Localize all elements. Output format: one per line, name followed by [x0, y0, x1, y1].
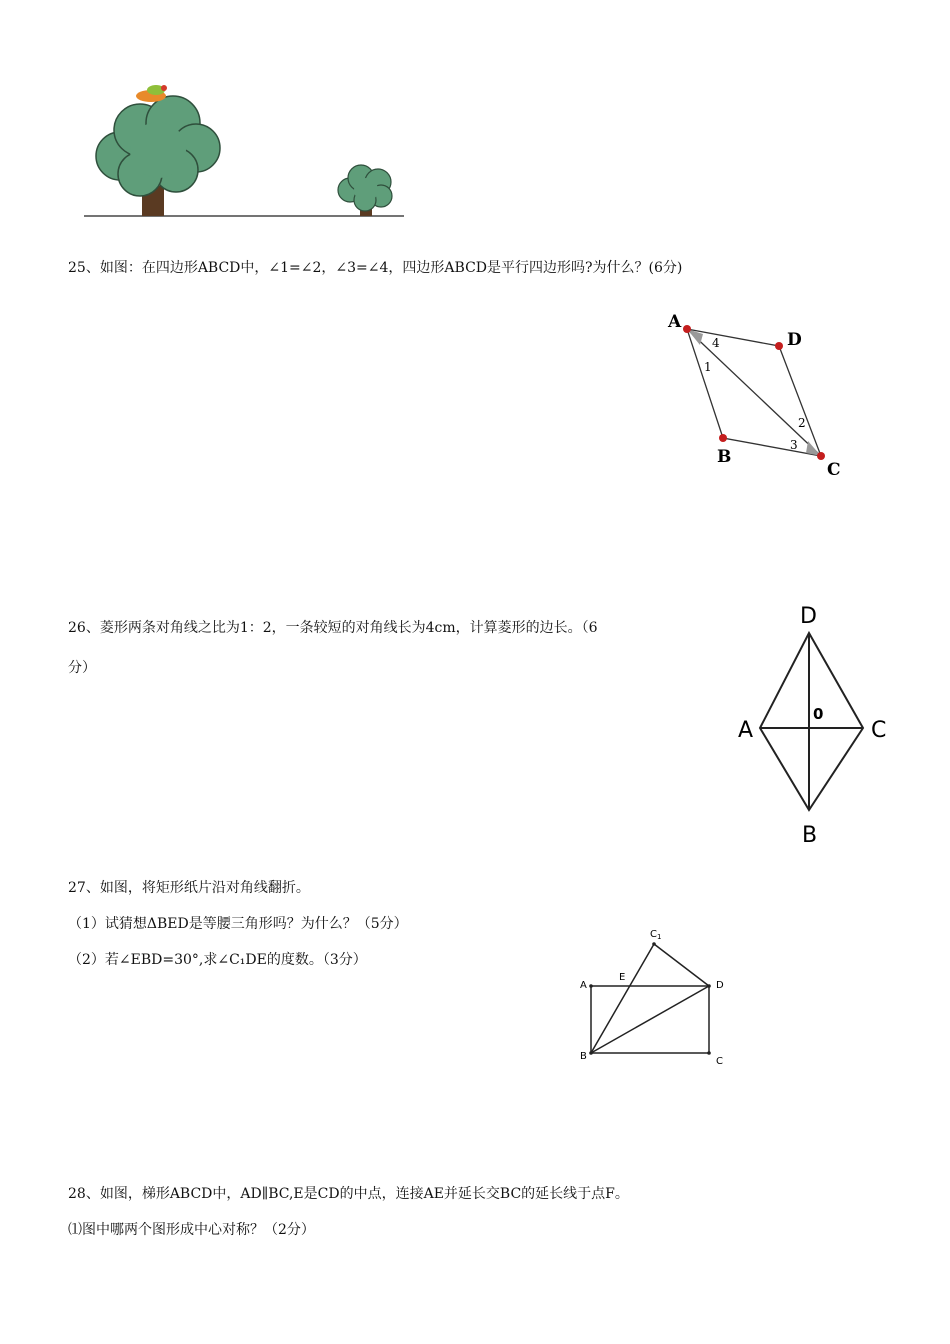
label-d: D	[787, 330, 802, 350]
point-c1	[652, 942, 656, 946]
label-b: B	[717, 447, 732, 467]
vertex-b	[719, 434, 727, 442]
rhombus-figure	[730, 595, 890, 855]
label-angle-4: 4	[712, 336, 720, 350]
question-27-line3: （2）若∠EBD=30°,求∠C₁DE的度数。（3分）	[68, 952, 367, 968]
label-a: A	[580, 980, 587, 991]
vertex-c	[817, 452, 825, 460]
label-c: C	[827, 460, 841, 480]
label-a: A	[668, 312, 682, 332]
tree-illustration	[78, 78, 408, 223]
label-c1: $C_1$	[650, 929, 662, 941]
question-27-line2: （1）试猜想ΔBED是等腰三角形吗？为什么？（5分）	[68, 916, 408, 932]
point-d	[707, 984, 711, 988]
bird-icon	[136, 85, 167, 102]
question-28-line2: ⑴图中哪两个图形成中心对称？（2分）	[68, 1222, 315, 1238]
label-d: D	[716, 980, 724, 991]
point-c	[707, 1051, 711, 1055]
diagonal-bd	[591, 986, 709, 1053]
point-a	[589, 984, 593, 988]
label-angle-1: 1	[704, 360, 712, 374]
label-c: C	[871, 718, 887, 743]
label-a: A	[738, 718, 754, 743]
question-26-line2: 分）	[68, 660, 96, 676]
label-d: D	[800, 604, 817, 629]
label-c: C	[716, 1056, 723, 1067]
label-b: B	[802, 823, 818, 848]
big-tree-crown	[96, 96, 220, 196]
rectangle-fold-figure	[570, 925, 740, 1070]
rhombus-shape	[760, 633, 863, 810]
question-27-line1: 27、如图，将矩形纸片沿对角线翻折。	[68, 880, 310, 896]
question-26-line1: 26、菱形两条对角线之比为1：2，一条较短的对角线长为4cm，计算菱形的边长。（6	[68, 620, 598, 636]
label-b: B	[580, 1051, 587, 1062]
vertex-a	[683, 325, 691, 333]
label-angle-2: 2	[798, 416, 806, 430]
label-o: 0	[813, 705, 824, 723]
fold-line-bc1	[591, 944, 654, 1053]
vertex-d	[775, 342, 783, 350]
fold-line-c1d	[654, 944, 709, 986]
label-angle-3: 3	[790, 438, 798, 452]
small-tree-crown	[338, 165, 392, 211]
parallelogram-figure	[660, 305, 860, 485]
label-e: E	[619, 972, 626, 983]
point-b	[589, 1051, 593, 1055]
question-28-line1: 28、如图，梯形ABCD中，AD∥BC,E是CD的中点，连接AE并延长交BC的延长线于点F。	[68, 1186, 629, 1202]
question-25-text: 25、如图：在四边形ABCD中，∠1=∠2，∠3=∠4，四边形ABCD是平行四边形吗?为什么？(6分)	[68, 260, 683, 276]
